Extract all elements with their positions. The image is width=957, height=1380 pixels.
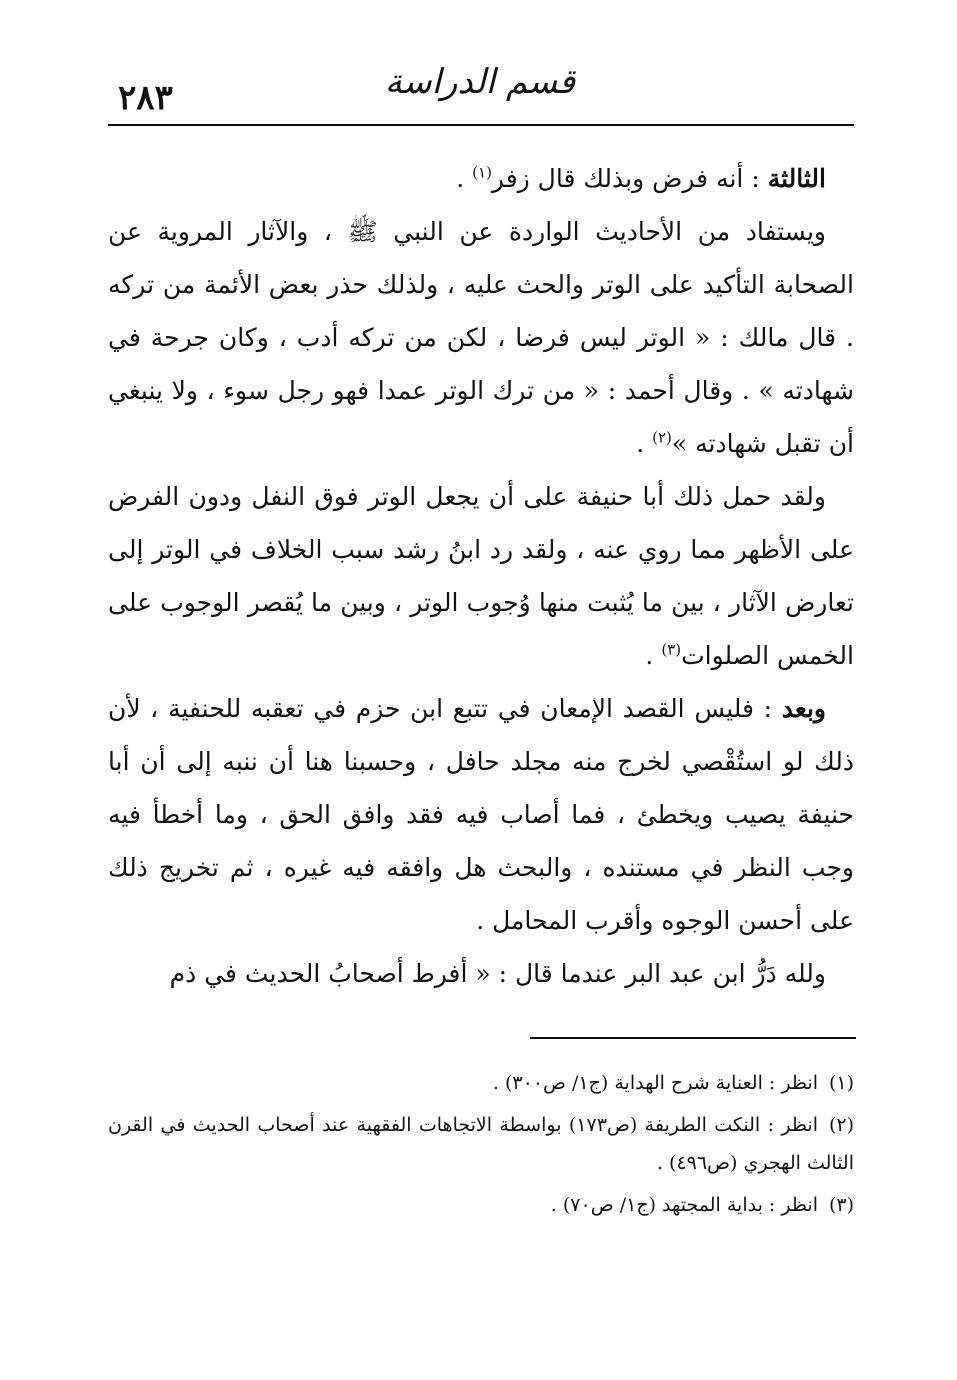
footnote-2 xyxy=(108,1106,854,1182)
footnote-1-text: انظر : العناية شرح الهداية (ج١/ ص٣٠٠) . xyxy=(492,1072,818,1094)
footnote-3-number: (٣) xyxy=(828,1194,854,1216)
paragraph-1-lead: الثالثة xyxy=(767,164,826,193)
paragraph-3-tail: . xyxy=(645,641,662,670)
footnote-2-text: انظر : النكت الطريفة (ص١٧٣) بواسطة الاتجاهات الفقهية عند أصحاب الحديث في القرن الثالث الهجري (ص٤٩٦) . xyxy=(108,1114,854,1174)
paragraph-4-lead: وبعد xyxy=(781,694,826,723)
paragraph-2-tail: . xyxy=(636,429,653,458)
footnote-1-number: (١) xyxy=(828,1072,854,1094)
footnote-rule xyxy=(530,1037,856,1039)
paragraph-2 xyxy=(108,205,854,470)
paragraph-3 xyxy=(108,470,854,682)
footnote-ref-3[interactable]: (٣) xyxy=(661,640,682,659)
header-rule xyxy=(108,124,854,126)
footnote-2-number: (٢) xyxy=(828,1114,854,1136)
paragraph-5 xyxy=(108,947,854,1000)
footnote-3 xyxy=(108,1186,854,1224)
footnotes xyxy=(108,1064,854,1228)
paragraph-2-text: ويستفاد من الأحاديث الواردة عن النبي ﷺ ، والآثار المروية عن الصحابة التأكيد على الوتر والحث عليه ، ولذلك حذر بعض الأئمة من تركه . قال مالك : « الوتر ليس فرضا ، لكن من تركه أدب ، وكان جرحة في شهادته » . وقال أحمد : « من ترك الوتر عمدا فهو رجل سوء ، ولا ينبغي أن تقبل شهادته » xyxy=(108,217,854,458)
paragraph-1-tail: . xyxy=(456,164,473,193)
paragraph-5-text: ولله دَرُّ ابن عبد البر عندما قال : « أفرط أصحابُ الحديث في ذم xyxy=(169,959,826,988)
footnote-3-text: انظر : بداية المجتهد (ج١/ ص٧٠) . xyxy=(550,1194,818,1216)
footnote-ref-1[interactable]: (١) xyxy=(472,163,492,182)
paragraph-4 xyxy=(108,682,854,947)
footnote-1 xyxy=(108,1064,854,1102)
body-text xyxy=(108,152,854,1000)
section-title: قسم الدراسة xyxy=(384,62,576,102)
paragraph-1 xyxy=(108,152,854,205)
paragraph-1-text: : أنه فرض وبذلك قال زفر xyxy=(491,164,768,193)
page-number: ٢٨٣ xyxy=(118,78,173,118)
paragraph-3-text: ولقد حمل ذلك أبا حنيفة على أن يجعل الوتر فوق النفل ودون الفرض على الأظهر مما روي عنه ، ولقد رد ابنُ رشد سبب الخلاف في الوتر إلى تعارض الآثار ، بين ما يُثبت منها وُجوب الوتر ، وبين ما يُقصر الوجوب على الخمس الصلوات xyxy=(108,482,854,670)
paragraph-4-text: : فليس القصد الإمعان في تتبع ابن حزم في تعقبه للحنفية ، لأن ذلك لو استُقْصي لخرج منه مجلد حافل ، وحسبنا هنا أن ننبه إلى أن أبا حنيفة يصيب ويخطئ ، فما أصاب فيه فقد وافق الحق ، وما أخطأ فيه وجب النظر في مستنده ، والبحث هل وافقه فيه غيره ، ثم تخريج ذلك على أحسن الوجوه وأقرب المحامل . xyxy=(108,694,854,935)
footnote-ref-2[interactable]: (٢) xyxy=(652,428,672,447)
